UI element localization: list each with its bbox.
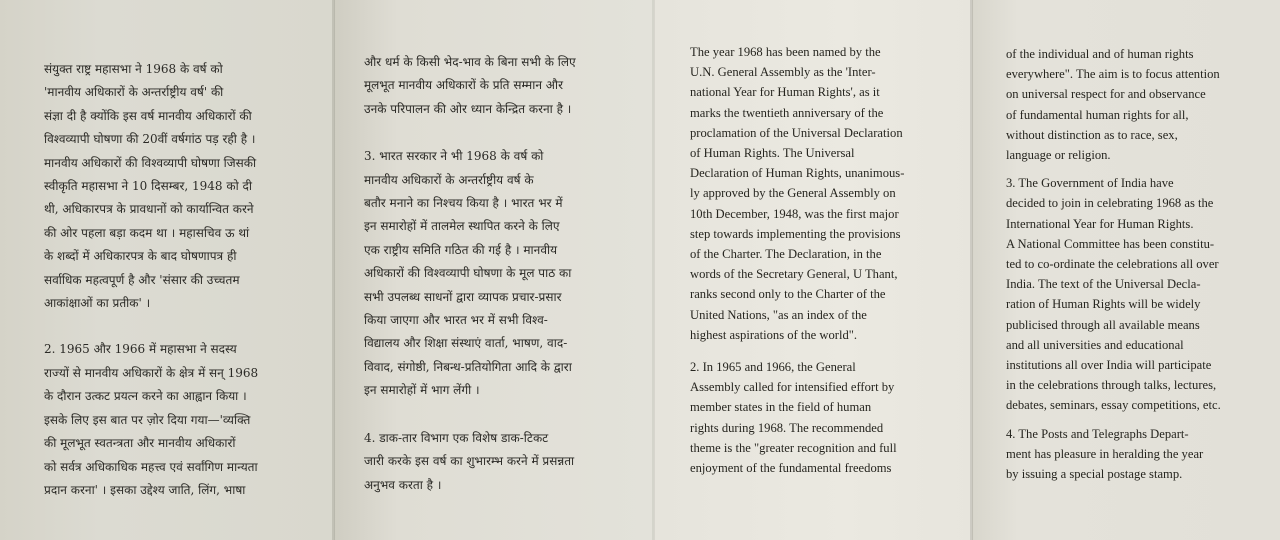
fold-line-2: [652, 0, 655, 540]
english-section-3-paragraph: 3. The Government of India have decided to join in celebrating 1968 as the International Year for Human Rights. A National Committee has been constitu- ted to co-ordinate the celebrations all over India. The text of the Universal Decla- ration of Human Rights will be widely publicised through all available means and all universities and educational institutions all over India will participate in the celebrations through talks, lectures, debates, seminars, essay competitions, etc.: [1006, 176, 1221, 413]
hindi-intro-paragraph: संयुक्त राष्ट्र महासभा ने 1968 के वर्ष को 'मानवीय अधिकारों के अन्तर्राष्ट्रीय वर्ष' की संज्ञा दी है क्योंकि इस वर्ष मानवीय अधिकारों की विश्वव्यापी घोषणा की 20वीं वर्षगांठ पड़ रही है । मानवीय अधिकारों की विश्वव्यापी घोषणा जिसकी स्वीकृति महासभा ने 10 दिसम्बर, 1948 को दी थी, अधिकारपत्र के प्रावधानों को कार्यान्वित करने की ओर पहला बड़ा कदम था । महासचिव ऊ थां के शब्दों में अधिकारपत्र के बाद घोषणापत्र ही सर्वाधिक महत्वपूर्ण है और 'संसार की उच्चतम आकांक्षाओं का प्रतीक' ।: [44, 62, 257, 311]
fold-line-1: [332, 0, 335, 540]
english-continuation-paragraph: of the individual and of human rights everywhere". The aim is to focus attention on universal respect for and observance of fundamental human rights for all, without distinction as to race, sex, language or religion.: [1006, 47, 1220, 163]
fold-line-3: [970, 0, 973, 540]
hindi-section-4-paragraph: 4. डाक-तार विभाग एक विशेष डाक-टिकट जारी करके इस वर्ष का शुभारम्भ करने में प्रसन्नता अनुभव करता है ।: [364, 430, 575, 492]
panel-hindi-1: [0, 0, 334, 540]
english-intro-paragraph: The year 1968 has been named by the U.N. General Assembly as the 'Inter- national Year for Human Rights', as it marks the twentieth anniversary of the proclamation of the Universal Declaration of Human Rights. The Universal Declaration of Human Rights, unanimous- ly approved by the General Assembly on 10th December, 1948, was the first major step towards implementing the provisions of the Charter. The Declaration, in the words of the Secretary General, U Thant, ranks second only to the Charter of the United Nations, "as an index of the highest aspirations of the world".: [690, 45, 905, 342]
hindi-column-1: [44, 58, 302, 502]
panel-hindi-2: [334, 0, 654, 540]
hindi-section-3-paragraph: 3. भारत सरकार ने भी 1968 के वर्ष को मानवीय अधिकारों के अन्तर्राष्ट्रीय वर्ष के बतौर मनाने का निश्चय किया है । भारत भर में इन समारोहों में तालमेल स्थापित करने के लिए एक राष्ट्रीय समिति गठित की गई है । मानवीय अधिकारों की विश्वव्यापी घोषणा के मूल पाठ का सभी उपलब्ध साधनों द्वारा व्यापक प्रचार-प्रसार किया जाएगा और भारत भर में सभी विश्व- विद्यालय और शिक्षा संस्थाएं वार्ता, भाषण, वाद- विवाद, संगोष्ठी, निबन्ध-प्रतियोगिता आदि के द्वारा इन समारोहों में भाग लेंगी ।: [364, 149, 572, 398]
english-column-2: [1006, 44, 1260, 484]
panel-english-2: [972, 0, 1280, 540]
hindi-continuation-paragraph: और धर्म के किसी भेद-भाव के बिना सभी के लिए मूलभूत मानवीय अधिकारों के प्रति सम्मान और उनके परिपालन की ओर ध्यान केन्द्रित करना है ।: [364, 55, 576, 116]
english-column-1: [690, 42, 952, 478]
hindi-section-2-paragraph: 2. 1965 और 1966 में महासभा ने सदस्य राज्यों से मानवीय अधिकारों के क्षेत्र में सन् 1968 के दौरान उत्कट प्रयत्न करने का आह्वान किया । इसके लिए इस बात पर ज़ोर दिया गया—'व्यक्ति की मूलभूत स्वतन्त्रता और मानवीय अधिकारों को सर्वत्र अधिकाधिक महत्त्व एवं सर्वांगिण मान्यता प्रदान करना' । इसका उद्देश्य जाति, लिंग, भाषा: [44, 342, 259, 497]
english-section-2-paragraph: 2. In 1965 and 1966, the General Assembly called for intensified effort by member states in the field of human rights during 1968. The recommended theme is the "greater recognition and full enjoyment of the fundamental freedoms: [690, 360, 897, 476]
hindi-column-2: [364, 51, 646, 497]
panel-english-1: [654, 0, 972, 540]
english-section-4-paragraph: 4. The Posts and Telegraphs Depart- ment has pleasure in heralding the year by issuing a special postage stamp.: [1006, 426, 1204, 482]
